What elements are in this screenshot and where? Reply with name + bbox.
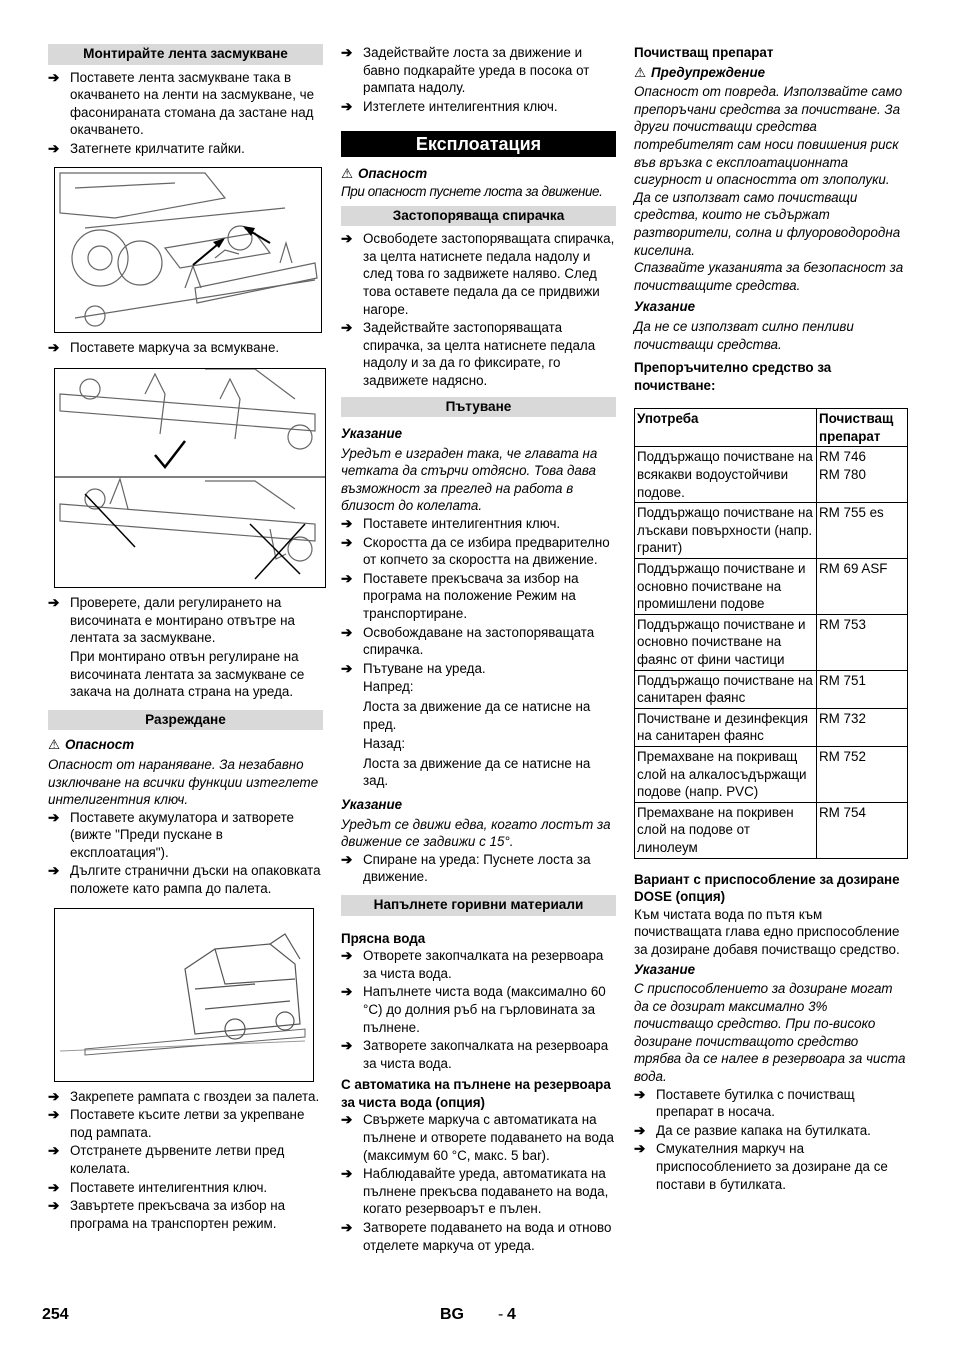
table-row bbox=[635, 559, 908, 615]
danger-heading: ⚠ Опасност bbox=[341, 166, 428, 182]
arrow-icon: ➔ bbox=[341, 660, 353, 676]
heading-travel: Пътуване bbox=[341, 397, 616, 418]
note-heading: Указание bbox=[341, 426, 403, 442]
arrow-icon: ➔ bbox=[48, 140, 60, 156]
subheading-cleaning-agent: Почистващ препарат bbox=[634, 45, 774, 60]
arrow-icon: ➔ bbox=[341, 1112, 353, 1128]
list-item: ➔ Поставете лента засмукване така в окачването на ленти на засмукване, че фасонираната стомана да застане над окачването. bbox=[48, 69, 315, 138]
subheading-fresh-water: Прясна вода bbox=[341, 930, 426, 946]
arrow-icon: ➔ bbox=[48, 595, 60, 611]
column-1 bbox=[48, 44, 323, 1233]
figure-squeegee-mount bbox=[54, 167, 322, 333]
list-item: ➔ Отворете закопчалката на резервоара за чиста вода. bbox=[341, 948, 604, 981]
list-item: ➔ Смукателния маркуч на приспособлението за дозиране да се постави в бутилката. bbox=[634, 1141, 888, 1192]
arrow-icon: ➔ bbox=[48, 863, 60, 879]
table-row bbox=[635, 503, 908, 559]
list-item: ➔ Поставете бутилка с почистващ препарат в носача. bbox=[634, 1086, 855, 1120]
heading-fill: Напълнете горивни материали bbox=[341, 895, 616, 916]
warning-heading: ⚠ Предупреждение bbox=[634, 64, 766, 80]
table-row bbox=[635, 802, 908, 858]
arrow-icon: ➔ bbox=[341, 45, 353, 60]
height-adjust-illustration bbox=[55, 369, 325, 587]
figure-ramp bbox=[54, 908, 314, 1082]
list-item: ➔ Поставете акумулатора и затворете (вижте "Преди пускане в експлоатация"). bbox=[48, 809, 294, 860]
list-item: ➔ Закрепете рампата с гвоздеи за палета. bbox=[48, 1088, 320, 1104]
subheading-recommended: Препоръчително средство за почистване: bbox=[634, 360, 832, 393]
note-text: Да не се използват силно пенливи почистващи средства. bbox=[634, 318, 854, 352]
table-cell: Поддържащо почистване на лъскави повърхности (напр. гранит) bbox=[635, 503, 817, 559]
paragraph-forward: Напред: bbox=[363, 679, 414, 695]
paragraph-back-text: Лоста за движение да се натисне на зад. bbox=[363, 755, 591, 789]
arrow-icon: ➔ bbox=[48, 809, 60, 825]
section-title-operation: Експлоатация bbox=[341, 131, 616, 157]
table-cell: Поддържащо почистване и основно почистване на промишлени подове bbox=[635, 559, 817, 615]
arrow-icon: ➔ bbox=[48, 1143, 60, 1159]
warning-text: Опасност от повреда. Използвайте само препоръчани средства за почистване. За други почистващи средства потребителят сам носи повишения риск във връзка с експлоатационната сигурност и опасността от злополуки. Да се използват само почистващи средства, които не съдържат разтворители, солна и флуороводородна киселина. bbox=[634, 84, 903, 258]
language-code: BG bbox=[440, 1306, 464, 1323]
table-cell: Поддържащо почистване на всякакви водоустойчиви подове. bbox=[635, 447, 817, 503]
ramp-illustration bbox=[55, 909, 313, 1081]
table-cell: RM 755 es bbox=[817, 503, 908, 559]
table-cell: Почистване и дезинфекция на санитарен фаянс bbox=[635, 708, 817, 746]
arrow-icon: ➔ bbox=[48, 69, 60, 85]
arrow-icon: ➔ bbox=[48, 1088, 60, 1104]
list-item: ➔ Затворете закопчалката на резервоара за чиста вода. bbox=[341, 1038, 609, 1071]
arrow-icon: ➔ bbox=[48, 1107, 60, 1123]
section-number: 4 bbox=[507, 1306, 516, 1323]
arrow-icon: ➔ bbox=[48, 1179, 60, 1195]
table-cell: RM 754 bbox=[817, 802, 908, 858]
cleaning-agent-table bbox=[634, 408, 908, 858]
warning-icon: ⚠ bbox=[634, 64, 647, 80]
arrow-icon: ➔ bbox=[341, 851, 353, 867]
note-text: Уредът е изграден така, че главата на четката да стърчи отдясно. Това дава възможност за преглед на работа в близост до колелата. bbox=[341, 445, 598, 514]
table-header-cell: Употреба bbox=[635, 409, 817, 447]
list-item: ➔ Освободете застопоряващата спирачка, за целта натиснете педала надолу и след това го задвижете наляво. След това оставете педала да се придвижи нагоре. bbox=[341, 231, 615, 317]
paragraph: При монтирано отвън регулиране на височината лентата за засмукване се закача на долната страна на уреда. bbox=[70, 648, 305, 700]
arrow-icon: ➔ bbox=[48, 1198, 60, 1214]
arrow-icon: ➔ bbox=[341, 231, 353, 247]
arrow-icon: ➔ bbox=[48, 339, 60, 355]
table-cell: RM 752 bbox=[817, 746, 908, 802]
heading-unload: Разреждане bbox=[48, 710, 323, 731]
table-row bbox=[635, 708, 908, 746]
table-cell: RM 746 RM 780 bbox=[817, 447, 908, 503]
arrow-icon: ➔ bbox=[634, 1122, 646, 1138]
heading-install-squeegee: Монтирайте лента засмукване bbox=[48, 44, 323, 65]
arrow-icon: ➔ bbox=[341, 984, 353, 1000]
list-item: ➔ Изтеглете интелигентния ключ. bbox=[341, 98, 558, 114]
danger-text: При опасност пуснете лоста за движение. bbox=[341, 183, 603, 199]
list-item: ➔ Пътуване на уреда. bbox=[341, 660, 486, 676]
arrow-icon: ➔ bbox=[341, 516, 353, 532]
danger-heading: ⚠ Опасност bbox=[48, 737, 135, 753]
list-item: ➔ Напълнете чиста вода (максимално 60 °C) до долния ръб на гърловината за пълнене. bbox=[341, 984, 606, 1035]
paragraph-back: Назад: bbox=[363, 736, 406, 752]
table-header-cell: Почистващ препарат bbox=[817, 409, 908, 447]
list-item: ➔ Задействайте лоста за движение и бавно подкарайте уреда в посока от рампата надолу. bbox=[341, 45, 590, 96]
table-cell: RM 732 bbox=[817, 708, 908, 746]
list-item: ➔ Поставете маркуча за всмукване. bbox=[48, 339, 280, 355]
table-cell: RM 751 bbox=[817, 670, 908, 708]
arrow-icon: ➔ bbox=[341, 1166, 353, 1182]
arrow-icon: ➔ bbox=[634, 1086, 646, 1102]
list-item: ➔ Поставете интелигентния ключ. bbox=[48, 1179, 268, 1195]
list-item: ➔ Поставете късите летви за укрепване под рампата. bbox=[48, 1107, 305, 1140]
note-heading: Указание bbox=[634, 299, 696, 315]
arrow-icon: ➔ bbox=[341, 624, 353, 640]
arrow-icon: ➔ bbox=[341, 948, 353, 964]
table-row bbox=[635, 746, 908, 802]
table-cell: RM 69 ASF bbox=[817, 559, 908, 615]
list-item: ➔ Затегнете крилчатите гайки. bbox=[48, 140, 245, 156]
arrow-icon: ➔ bbox=[341, 1220, 353, 1236]
list-item: ➔ Скоростта да се избира предварително от копчето за скоростта на движение. bbox=[341, 534, 610, 568]
list-item: ➔ Завъртете прекъсвача за избор на програма на транспортен режим. bbox=[48, 1198, 286, 1231]
figure-height-adjust bbox=[54, 368, 326, 588]
paragraph-forward-text: Лоста за движение да се натисне на пред. bbox=[363, 699, 591, 732]
paragraph-dose: Към чистата вода по пътя към почистващата глава едно приспособление за дозиране добавя почистващо средство. bbox=[634, 906, 900, 957]
note-heading: Указание bbox=[341, 796, 403, 812]
squeegee-mount-illustration bbox=[55, 168, 321, 332]
arrow-icon: ➔ bbox=[341, 98, 353, 114]
warning-icon: ⚠ bbox=[48, 737, 61, 753]
table-cell: Поддържащо почистване на санитарен фаянс bbox=[635, 670, 817, 708]
page-number: 254 bbox=[42, 1306, 69, 1323]
arrow-icon: ➔ bbox=[341, 320, 353, 336]
list-item: ➔ Поставете прекъсвача за избор на програма на положение Режим на транспортиране. bbox=[341, 570, 579, 622]
subheading-dose: Вариант с приспособление за дозиране DOSE (опция) bbox=[634, 871, 900, 905]
arrow-icon: ➔ bbox=[341, 1038, 353, 1054]
table-row bbox=[635, 447, 908, 503]
list-item: ➔ Задействайте застопоряващата спирачка, за целта натиснете педала надолу и за да го фиксирате, го задвижете надясно. bbox=[341, 320, 596, 388]
list-item: ➔ Отстранете дървените летви пред колелата. bbox=[48, 1143, 285, 1177]
table-header-row bbox=[635, 409, 908, 447]
footer-separator: - bbox=[498, 1306, 504, 1323]
column-2 bbox=[341, 44, 616, 1255]
heading-parking-brake: Застопоряваща спирачка bbox=[341, 206, 616, 227]
table-row bbox=[635, 614, 908, 670]
arrow-icon: ➔ bbox=[341, 570, 353, 586]
note-text: Уредът се движи едва, когато лостът за движение се задвижи с 15°. bbox=[341, 816, 611, 850]
list-item: ➔ Дългите странични дъски на опаковката положете като рампа до палета. bbox=[48, 863, 321, 897]
list-item: ➔ Затворете подаването на вода и отново отделете маркуча от уреда. bbox=[341, 1220, 612, 1253]
danger-text: Опасност от нараняване. За незабавно изключване на всички функции изтеглете интелигентния ключ. bbox=[48, 756, 319, 808]
table-cell: Поддържащо почистване и основно почистване на фаянс от фини частици bbox=[635, 614, 817, 670]
warning-text-2: Спазвайте указанията за безопасност за почистващите средства. bbox=[634, 260, 904, 293]
list-item: ➔ Поставете интелигентния ключ. bbox=[341, 516, 561, 532]
column-3 bbox=[634, 44, 908, 1194]
list-item: ➔ Проверете, дали регулирането на височината е монтирано отвътре на лентата за засмукване. bbox=[48, 595, 295, 646]
table-cell: Премахване на покриващ слой на алкалосъдържащи подове (напр. PVC) bbox=[635, 746, 817, 802]
list-item: ➔ Свържете маркуча с автоматиката на пълнене и отворете подаването на вода (максимум 60 °C, макс. 5 bar). bbox=[341, 1112, 614, 1163]
table-cell: Премахване на покривен слой на подове от линолеум bbox=[635, 802, 817, 858]
warning-icon: ⚠ bbox=[341, 166, 354, 182]
note-heading: Указание bbox=[634, 961, 696, 977]
list-item: ➔ Да се развие капака на бутилката. bbox=[634, 1122, 871, 1138]
table-row bbox=[635, 670, 908, 708]
arrow-icon: ➔ bbox=[341, 534, 353, 550]
list-item: ➔ Наблюдавайте уреда, автоматиката на пълнене прекъсва подаването на вода, когато резервоарът е пълен. bbox=[341, 1166, 609, 1217]
note-text: С приспособлението за дозиране могат да се дозират максимално 3% почистващо средство. При по-високо дозиране почистващото средство трябва да се налее в резервоара за чиста вода. bbox=[634, 981, 906, 1085]
table-cell: RM 753 bbox=[817, 614, 908, 670]
arrow-icon: ➔ bbox=[634, 1141, 646, 1157]
list-item: ➔ Спиране на уреда: Пуснете лоста за движение. bbox=[341, 851, 591, 885]
subheading-auto-fill: С автоматика на пълнене на резервоара за чиста вода (опция) bbox=[341, 1077, 611, 1110]
list-item: ➔ Освобождаване на застопоряващата спирачка. bbox=[341, 624, 595, 658]
